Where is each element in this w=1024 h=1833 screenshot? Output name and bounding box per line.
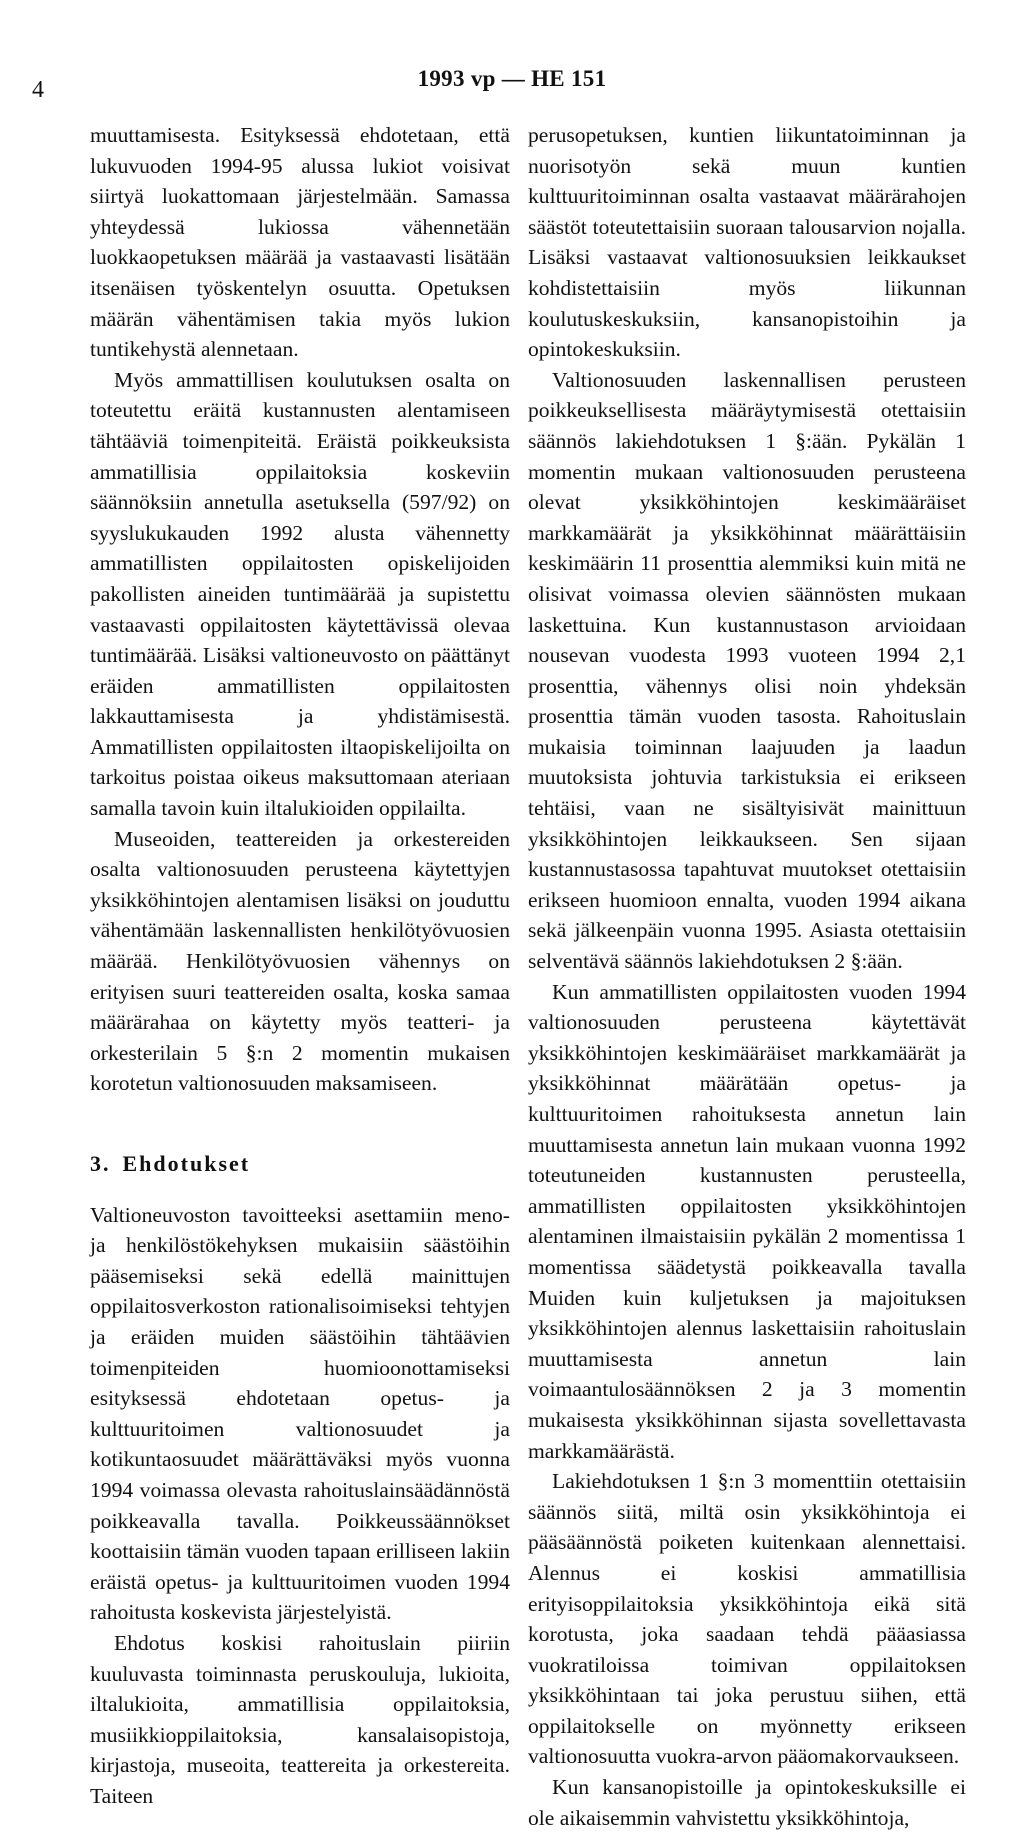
body-paragraph: Valtioneuvoston tavoitteeksi asettamiin meno- ja henkilöstökehyksen mukaisiin säästöihin pääsemiseksi sekä edellä mainittujen oppilaitosverkoston rationalisoimiseksi tehtyjen ja eräiden muiden säästöihin tähtäävien toimenpiteiden huomioonottamiseksi esityksessä ehdotetaan opetus- ja kulttuuritoimen valtionosuudet ja kotikuntaosuudet määrättäväksi myös vuonna 1994 voimassa olevasta rahoituslainsäädännöstä poikkeavalla tavalla. Poikkeussäännökset koottaisiin tämän vuoden tapaan erilliseen lakiin eräistä opetus- ja kulttuuritoimen vuoden 1994 rahoitusta koskevista järjestelyistä. xyxy=(90,1202,510,1625)
section-title: Ehdotukset xyxy=(122,1151,251,1176)
body-paragraph: Kun ammatillisten oppilaitosten vuoden 1994 valtionosuuden perusteena käytettävät yksikköhintojen keskimääräiset markkamäärät ja yksikköhinnat määrätään opetus- ja kulttuuritoimen rahoituksesta annetun lain muuttamisesta annetun lain mukaan vuonna 1992 toteutuneiden kustannusten perusteella, ammatillisten oppilaitosten yksikköhintojen alentaminen ilmaistaisiin pykälän 2 momentissa 1 momentissa säädetystä poikkeavalla tavalla Muiden kuin kuljetuksen ja majoituksen yksikköhintojen alennus laskettaisiin rahoituslain muuttamisesta annetun lain voimaantulosäännöksen 2 ja 3 momentin mukaisesta yksikköhinnan sijasta sovellettavasta markkamäärästä. xyxy=(528,979,966,1463)
body-paragraph: Lakiehdotuksen 1 §:n 3 momenttiin otettaisiin säännös siitä, miltä osin yksikköhintoja ei pääsäännöstä poiketen kuitenkaan alennettaisi. Alennus ei koskisi ammatillisia erityisoppilaitoksia yksikköhintoja eikä sitä korotusta, joka saadaan tehdä pääasiassa vuokratiloissa toimivan oppilaitoksen yksikköhintaan tai joka perustuu siihen, että oppilaitokselle on myönnetty erikseen valtionosuutta vuokra-arvon pääomakorvaukseen. xyxy=(528,1469,966,1769)
right-column xyxy=(528,120,966,1833)
body-paragraph: Museoiden, teattereiden ja orkestereiden osalta valtionosuuden perusteena käytettyjen yksikköhintojen alentamisen lisäksi on jouduttu vähentämään laskennallisten henkilötyövuosien määrää. Henkilötyövuosien vähennys on erityisen suuri teattereiden osalta, koska samaa määrärahaa on käytetty myös teatteri- ja orkesterilain 5 §:n 2 momentin mukaisen korotetun valtionosuuden maksamiseen. xyxy=(90,826,510,1096)
section-heading xyxy=(90,1149,510,1180)
body-paragraph: Ehdotus koskisi rahoituslain piiriin kuuluvasta toiminnasta peruskouluja, lukioita, iltalukioita, ammatillisia oppilaitoksia, musiikkioppilaitoksia, kansalaisopistoja, kirjastoja, museoita, teattereita ja orkestereita. Taiteen xyxy=(90,1630,510,1808)
body-paragraph: Myös ammattillisen koulutuksen osalta on toteutettu eräitä kustannusten alentamiseen tähtääviä toimenpiteitä. Eräistä poikkeuksista ammatillisia oppilaitoksia koskeviin säännöksiin annetulla asetuksella (597/92) on syyslukukauden 1992 alusta vähennetty ammatillisten oppilaitosten opiskelijoiden pakollisten aineiden tuntimäärää ja supistettu vastaavasti oppilaitosten käytettävissä olevaa tuntimäärää. Lisäksi valtioneuvosto on päättänyt eräiden ammatillisten oppilaitosten lakkauttamisesta ja yhdistämisestä. Ammatillisten oppilaitosten iltaopiskelijoilta on tarkoitus poistaa oikeus maksuttomaan ateriaan samalla tavoin kuin iltalukioiden oppilailta. xyxy=(90,367,510,821)
body-paragraph: Kun kansanopistoille ja opintokeskuksille ei ole aikaisemmin vahvistettu yksikköhintoja, xyxy=(528,1775,966,1830)
body-paragraph: perusopetuksen, kuntien liikuntatoiminnan ja nuorisotyön sekä muun kuntien kulttuuritoiminnan osalta vastaavat määrärahojen säästöt toteutettaisiin suoraan talousarvion nojalla. Lisäksi vastaavat valtionosuuksien leikkaukset kohdistettaisiin myös liikunnan koulutuskeskuksiin, kansanopistoihin ja opintokeskuksiin. xyxy=(528,123,966,362)
running-header: 1993 vp — HE 151 xyxy=(417,66,607,91)
body-paragraph: muuttamisesta. Esityksessä ehdotetaan, että lukuvuoden 1994-95 alussa lukiot voisivat siirtyä luokattomaan järjestelmään. Samassa yhteydessä lukiossa vähennetään luokkaopetuksen määrää ja vastaavasti lisätään itsenäisen työskentelyn osuutta. Opetuksen määrän vähentämisen takia myös lukion tuntikehystä alennetaan. xyxy=(90,123,510,362)
body-paragraph: Valtionosuuden laskennallisen perusteen poikkeuksellisesta määräytymisestä otettaisiin säännös lakiehdotuksen 1 §:ään. Pykälän 1 momentin mukaan valtionosuuden perusteena olevat yksikköhintojen keskimääräiset markkamäärät ja yksikköhinnat määrättäisiin keskimäärin 11 prosenttia alemmiksi kuin mitä ne olisivat voimassa olevien säännösten mukaan laskettuina. Kun kustannustason arvioidaan nousevan vuodesta 1993 vuoteen 1994 2,1 prosenttia, vähennys olisi noin yhdeksän prosenttia tämän vuoden tasosta. Rahoituslain mukaisia toiminnan laajuuden ja laadun muutoksista johtuvia tarkistuksia ei erikseen tehtäisi, vaan ne sisältyisivät mainittuun yksikköhintojen leikkaukseen. Sen sijaan kustannustasossa tapahtuvat muutokset otettaisiin erikseen huomioon ennalta, vuoden 1994 aikana sekä jälkeenpäin vuonna 1995. Asiasta otettaisiin selventävä säännös lakiehdotuksen 2 §:ään. xyxy=(528,367,966,974)
left-column xyxy=(90,120,510,1811)
section-number: 3. xyxy=(90,1151,111,1176)
page-number: 4 xyxy=(32,77,44,103)
